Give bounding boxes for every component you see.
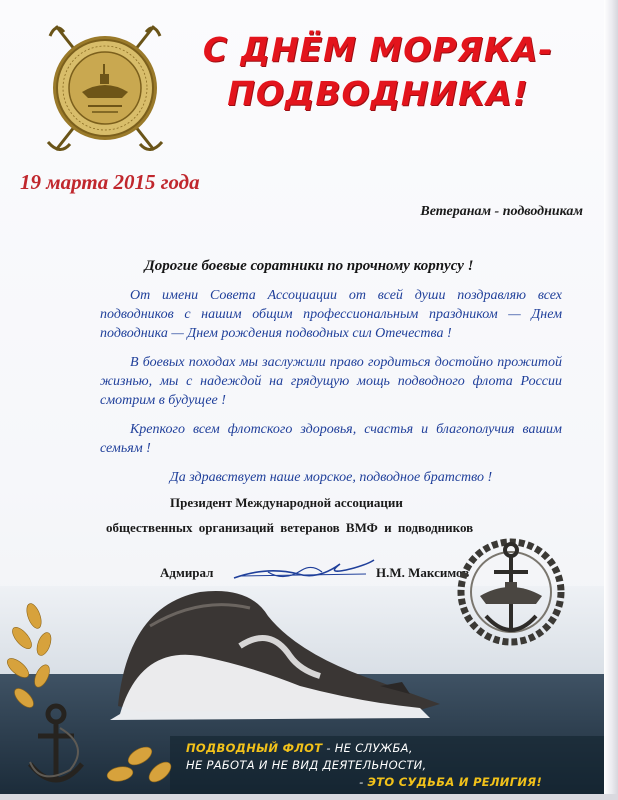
paragraph-3: Крепкого всем флотского здоровья, счастья и благополучия вашим семьям ! bbox=[100, 422, 562, 456]
letter-body bbox=[100, 286, 562, 497]
page-edge-bottom bbox=[0, 794, 618, 800]
page-edge bbox=[604, 0, 618, 800]
date-text: 19 марта 2015 года bbox=[20, 170, 200, 194]
signature-title-line1: Президент Международной ассоциации bbox=[170, 495, 403, 510]
submariners-emblem bbox=[42, 18, 168, 160]
handwritten-signature bbox=[228, 556, 376, 586]
card-title: С ДНЁМ МОРЯКА- ПОДВОДНИКА! bbox=[202, 30, 554, 113]
paragraph-1: От имени Совета Ассоциации от всей души поздравляю всех подводников с нашим общим профессиональным праздником — Днем подводника — Днем рождения подводных сил Отечества ! bbox=[100, 288, 562, 341]
paragraph-2: В боевых походах мы заслужили право гордиться достойно прожитой жизнью, мы с надеждой на грядущую мощь подводного флота России смотрим в будущее ! bbox=[100, 355, 562, 408]
paragraph-4: Да здравствует наше морское, подводное братство ! bbox=[169, 470, 493, 485]
motto: ПОДВОДНЫЙ ФЛОТ - НЕ СЛУЖБА, НЕ РАБОТА И НЕ ВИД ДЕЯТЕЛЬНОСТИ, - ЭТО СУДЬБА И РЕЛИГИЯ! bbox=[186, 741, 542, 789]
signature-title-line2: общественных организаций ветеранов ВМФ и подводников bbox=[106, 520, 474, 535]
salutation: Дорогие боевые соратники по прочному корпусу ! bbox=[144, 258, 474, 274]
addressee: Ветеранам - подводникам bbox=[420, 204, 583, 219]
anchor-chain-emblem bbox=[452, 534, 570, 650]
signature-name: Н.М. Максимов bbox=[376, 565, 470, 580]
signature-rank: Адмирал bbox=[160, 565, 214, 580]
